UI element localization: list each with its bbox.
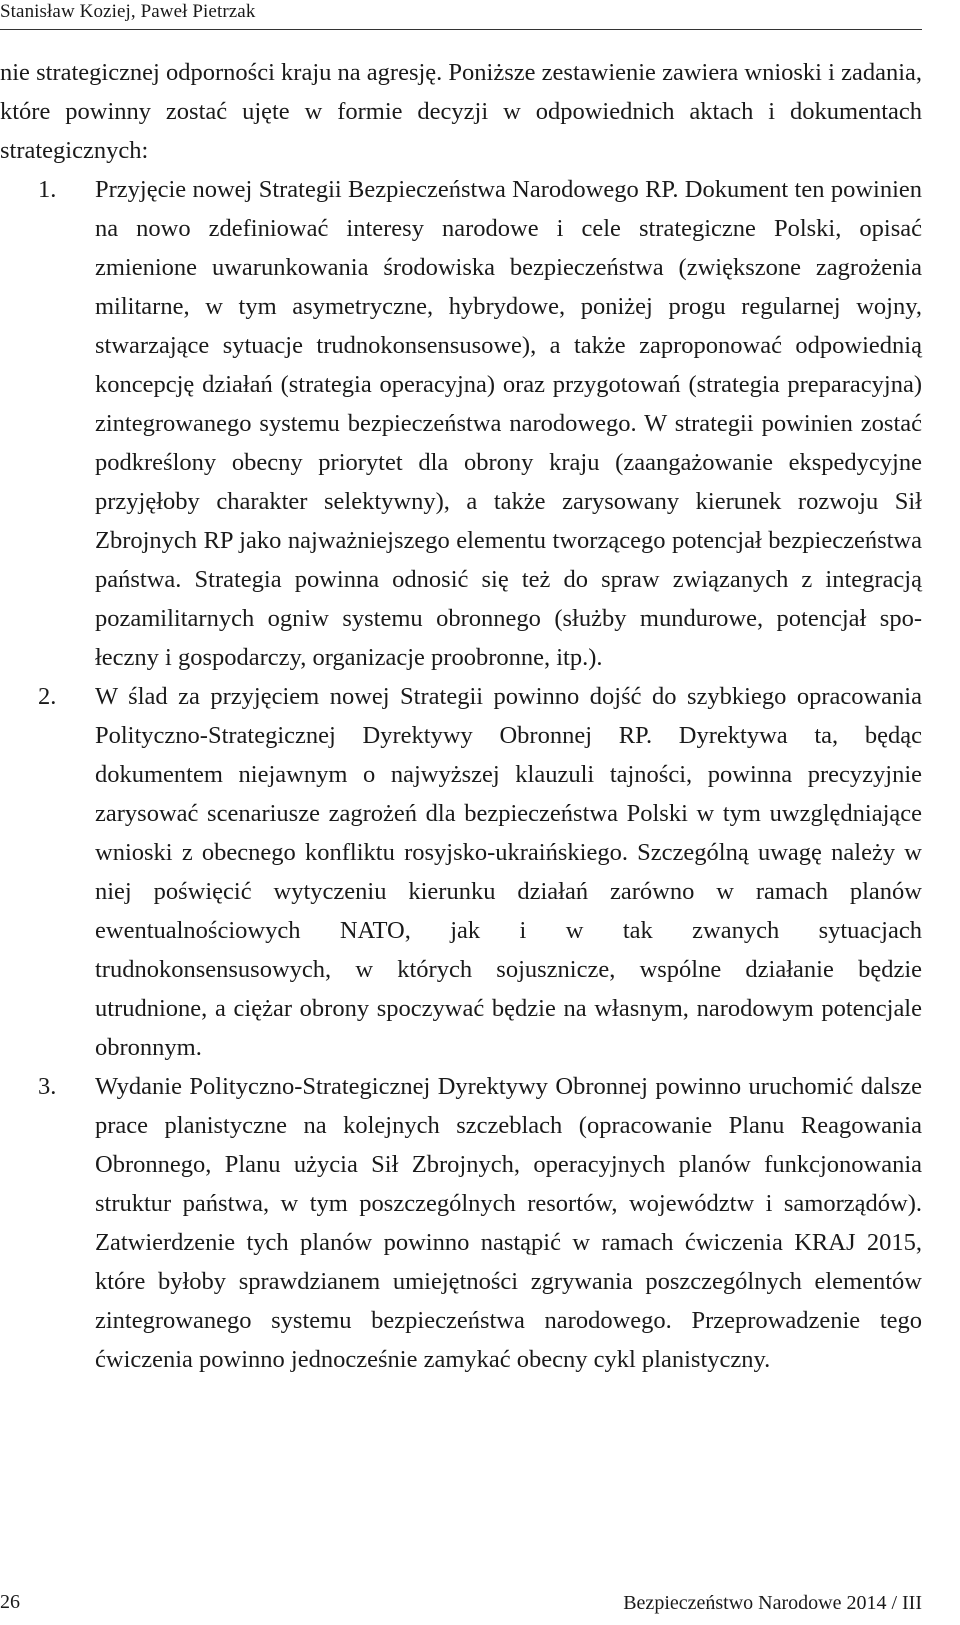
intro-paragraph: nie strategicznej odporności kraju na agresję. Poniższe zestawienie zawiera wnioski i zadania, które powinny zostać ujęte w formie decyzji w odpowiednich aktach i dokumentach strategicznych:	[0, 59, 922, 164]
list-item-number: 1.	[38, 176, 57, 203]
list-item-number: 2.	[38, 683, 57, 710]
list-item-2	[0, 677, 922, 1067]
conclusions-list	[0, 170, 922, 1379]
journal-title: Bezpieczeństwo Narodowe 2014 / III	[623, 1592, 922, 1614]
list-item-1	[0, 170, 922, 677]
running-head-authors: Stanisław Koziej, Paweł Pietrzak	[0, 1, 256, 22]
list-item-number: 3.	[38, 1073, 57, 1100]
list-item-3	[0, 1067, 922, 1379]
header-rule	[0, 29, 922, 30]
page-body	[0, 53, 922, 1379]
list-item-text: Wydanie Polityczno-Strategicznej Dyrektywy Obronnej powinno uruchomić dalsze prace planistyczne na kolejnych szczeblach (opracowanie Planu Reagowania Obronnego, Planu użycia Sił Zbrojnych, operacyjnych planów funkcjonowania struktur państwa, w tym poszczególnych resortów, województw i samorządów). Zatwierdzenie tych planów powinno nastąpić w ramach ćwiczenia KRAJ 2015, które byłoby sprawdzianem umiejętności zgrywania poszczególnych elementów zintegrowanego systemu bezpieczeństwa narodowego. Przeprowadzenie tego ćwiczenia powinno jednocześnie zamykać obecny cykl planistyczny.	[95, 1073, 922, 1373]
page-number: 26	[0, 1591, 20, 1613]
list-item-text: W ślad za przyjęciem nowej Strategii powinno dojść do szybkiego opracowania Polityczno-Strategicznej Dyrektywy Obronnej RP. Dyrektywa ta, będąc dokumentem niejawnym o najwyższej klauzuli tajności, powinna precyzyjnie zarysować scenariusze zagrożeń dla bezpieczeństwa Polski w tym uwzględniające wnioski z obecnego konfliktu rosyjsko-ukraińskiego. Szczególną uwagę należy w niej poświęcić wytyczeniu kierunku działań zarówno w ramach planów ewentualnościowych NATO, jak i w tak zwanych sytuacjach trudnokonsensusowych, w których sojusznicze, wspólne działanie będzie utrudnione, a ciężar obrony spoczywać będzie na własnym, narodowym potencjale obronnym.	[95, 683, 922, 1061]
list-item-text: Przyjęcie nowej Strategii Bezpieczeństwa Narodowego RP. Dokument ten powinien na nowo zdefiniować interesy narodowe i cele strategiczne Polski, opisać zmienione uwarunkowania środowiska bezpieczeństwa (zwiększone zagrożenia militarne, w tym asymetryczne, hybrydowe, poniżej progu regularnej wojny, stwarzające sytuacje trudnokonsensusowe), a także zaproponować odpowiednią koncepcję działań (strategia operacyjna) oraz przygotowań (strategia preparacyjna) zintegrowanego systemu bezpieczeństwa narodowego. W strategii powinien zostać podkreślony obecny priorytet dla obrony kraju (zaangażowanie ekspedycyjne przyjęłoby charakter selektywny), a także zarysowany kierunek rozwoju Sił Zbrojnych RP jako najważniejszego elementu tworzącego potencjał bezpieczeństwa państwa. Strategia powinna odnosić się też do spraw związanych z integracją pozamilitarnych ogniw systemu obronnego (służby mundurowe, potencjał społeczny i gospodarczy, organizacje proobronne, itp.).	[95, 176, 922, 671]
